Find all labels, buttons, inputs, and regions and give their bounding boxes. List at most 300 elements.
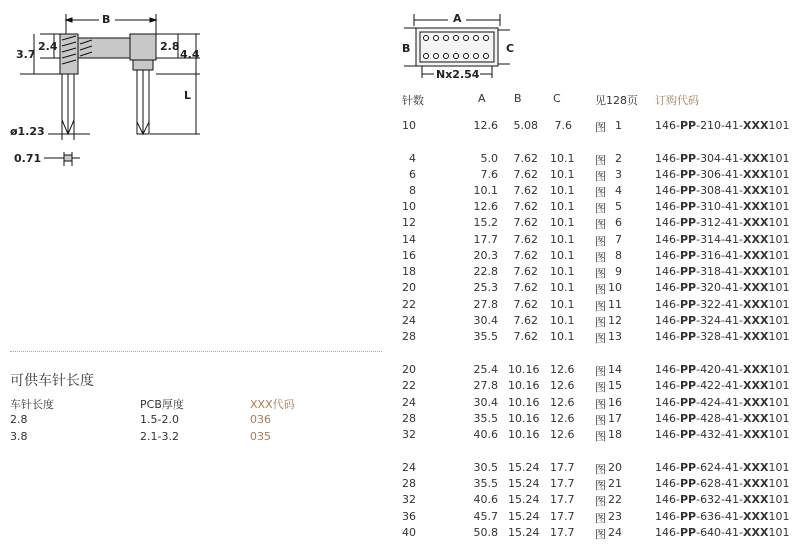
order-code-part: PP — [679, 233, 697, 246]
order-code-part: 146- — [655, 168, 680, 181]
order-code-part: 146- — [655, 119, 680, 132]
cell-c: 10.1 — [550, 314, 575, 327]
cell-b: 7.62 — [513, 298, 538, 311]
cell-a: 20.3 — [473, 249, 498, 262]
cell-c: 17.7 — [550, 493, 575, 506]
header-a: A — [478, 92, 486, 105]
header-order-code: 订购代码 — [655, 94, 699, 107]
order-code-part: -432-41- — [696, 428, 743, 441]
order-code-part: 101 — [768, 249, 790, 262]
table-row — [400, 249, 800, 265]
cell-c: 12.6 — [550, 379, 575, 392]
order-code-part: XXX — [743, 412, 769, 425]
cell-a: 35.5 — [473, 330, 498, 343]
cell-b: 10.16 — [508, 396, 540, 409]
cell-fig-prefix: 图 — [595, 398, 606, 411]
order-code-part: XXX — [743, 526, 769, 539]
cell-fig-number: 11 — [608, 298, 622, 311]
order-code-part: -328-41- — [696, 330, 743, 343]
cell-c: 17.7 — [550, 510, 575, 523]
cell-fig-prefix: 图 — [595, 283, 606, 296]
cell-b: 7.62 — [513, 249, 538, 262]
order-code-part: 146- — [655, 152, 680, 165]
order-code-part: XXX — [743, 314, 769, 327]
cell-a: 27.8 — [473, 379, 498, 392]
cell-fig-number: 2 — [615, 152, 622, 165]
cell-b: 7.62 — [513, 330, 538, 343]
cell-b: 7.62 — [513, 265, 538, 278]
order-code-part: XXX — [743, 216, 769, 229]
order-code-part: XXX — [743, 510, 769, 523]
order-code-part: 101 — [768, 379, 790, 392]
order-code-part: 101 — [768, 493, 790, 506]
cell-c: 10.1 — [550, 330, 575, 343]
order-code-part: 101 — [768, 526, 790, 539]
side-dim-0-71-label: 0.71 — [14, 152, 42, 165]
table-row — [400, 298, 800, 314]
cell-fig-prefix: 图 — [595, 332, 606, 345]
order-code-part: 101 — [768, 477, 790, 490]
order-code-part: XXX — [743, 363, 769, 376]
table-row — [400, 510, 800, 526]
order-code-part: PP — [679, 152, 697, 165]
cell-fig-prefix: 图 — [595, 365, 606, 378]
side-dim-b-label: B — [102, 13, 111, 26]
cell-pins: 36 — [402, 510, 416, 523]
order-code-part: 101 — [768, 265, 790, 278]
cell-b: 10.16 — [508, 363, 540, 376]
cell-b: 7.62 — [513, 152, 538, 165]
order-code-part: 101 — [768, 330, 790, 343]
order-code-part: 146- — [655, 281, 680, 294]
order-code-part: -424-41- — [696, 396, 743, 409]
cell-fig-prefix: 图 — [595, 186, 606, 199]
side-dim-2-4-label: 2.4 — [38, 40, 58, 53]
cell-a: 30.4 — [473, 314, 498, 327]
table-row — [400, 412, 800, 428]
cell-fig-number: 23 — [608, 510, 622, 523]
order-code-part: -640-41- — [696, 526, 743, 539]
table-row — [400, 119, 800, 135]
cell-pins: 12 — [402, 216, 416, 229]
cell-pins: 14 — [402, 233, 416, 246]
cell-fig-number: 13 — [608, 330, 622, 343]
cell-pins: 18 — [402, 265, 416, 278]
cell-b: 10.16 — [508, 428, 540, 441]
cell-order-code — [655, 184, 789, 197]
cell-c: 10.1 — [550, 216, 575, 229]
cell-a: 35.5 — [473, 477, 498, 490]
cell-c: 17.7 — [550, 461, 575, 474]
cell-fig-prefix: 图 — [595, 512, 606, 525]
cell-fig-prefix: 图 — [595, 495, 606, 508]
cell-order-code — [655, 249, 789, 262]
order-code-part: PP — [679, 265, 697, 278]
order-code-part: 146- — [655, 412, 680, 425]
order-code-part: PP — [679, 493, 697, 506]
table-row — [400, 396, 800, 412]
table-row — [400, 265, 800, 281]
cell-fig-prefix: 图 — [595, 170, 606, 183]
pin-length-row-0-length: 2.8 — [10, 413, 28, 426]
order-code-part: -422-41- — [696, 379, 743, 392]
cell-fig-number: 5 — [615, 200, 622, 213]
order-code-part: 101 — [768, 298, 790, 311]
order-code-part: 146- — [655, 330, 680, 343]
table-row — [400, 216, 800, 232]
order-code-part: XXX — [743, 396, 769, 409]
cell-a: 15.2 — [473, 216, 498, 229]
order-code-part: 146- — [655, 314, 680, 327]
order-code-part: 146- — [655, 428, 680, 441]
cell-b: 7.62 — [513, 281, 538, 294]
order-code-part: XXX — [743, 428, 769, 441]
order-code-part: -310-41- — [696, 200, 743, 213]
cell-fig-number: 18 — [608, 428, 622, 441]
cell-a: 12.6 — [473, 119, 498, 132]
cell-pins: 4 — [409, 152, 416, 165]
cell-b: 15.24 — [508, 493, 540, 506]
cell-fig-prefix: 图 — [595, 316, 606, 329]
cell-c: 10.1 — [550, 249, 575, 262]
order-code-part: 146- — [655, 249, 680, 262]
order-code-part: PP — [679, 363, 697, 376]
cell-fig-prefix: 图 — [595, 121, 606, 134]
table-row — [400, 526, 800, 542]
order-code-part: -628-41- — [696, 477, 743, 490]
table-row — [400, 233, 800, 249]
cell-c: 12.6 — [550, 396, 575, 409]
cell-b: 10.16 — [508, 412, 540, 425]
cell-a: 40.6 — [473, 428, 498, 441]
side-view-drawing — [0, 0, 220, 190]
cell-c: 10.1 — [550, 152, 575, 165]
cell-b: 5.08 — [513, 119, 538, 132]
cell-a: 35.5 — [473, 412, 498, 425]
order-code-part: XXX — [743, 493, 769, 506]
cell-pins: 22 — [402, 379, 416, 392]
side-dim-dia-label: ø1.23 — [10, 125, 45, 138]
order-code-part: 146- — [655, 233, 680, 246]
order-code-part: PP — [679, 379, 697, 392]
table-row — [400, 200, 800, 216]
table-row — [400, 461, 800, 477]
cell-b: 7.62 — [513, 233, 538, 246]
cell-b: 7.62 — [513, 200, 538, 213]
cell-c: 10.1 — [550, 281, 575, 294]
cell-order-code — [655, 216, 789, 229]
order-code-part: XXX — [743, 249, 769, 262]
order-code-part: PP — [679, 249, 697, 262]
cell-pins: 40 — [402, 526, 416, 539]
pin-length-row-1-pcb: 2.1-3.2 — [140, 430, 179, 443]
pin-length-header-code: XXX代码 — [250, 398, 295, 411]
table-row — [400, 152, 800, 168]
cell-fig-number: 7 — [615, 233, 622, 246]
cell-fig-prefix: 图 — [595, 479, 606, 492]
cell-b: 15.24 — [508, 461, 540, 474]
order-code-part: 146- — [655, 216, 680, 229]
order-code-part: XXX — [743, 200, 769, 213]
table-row — [400, 330, 800, 346]
cell-pins: 6 — [409, 168, 416, 181]
cell-a: 25.4 — [473, 363, 498, 376]
cell-fig-number: 9 — [615, 265, 622, 278]
order-code-part: PP — [679, 119, 697, 132]
cell-pins: 24 — [402, 314, 416, 327]
cell-b: 7.62 — [513, 216, 538, 229]
cell-c: 12.6 — [550, 412, 575, 425]
cell-pins: 28 — [402, 330, 416, 343]
top-dim-b-label: B — [402, 42, 411, 55]
order-code-part: PP — [679, 184, 697, 197]
cell-c: 12.6 — [550, 363, 575, 376]
order-code-part: 101 — [768, 152, 790, 165]
order-code-part: PP — [679, 461, 697, 474]
cell-fig-prefix: 图 — [595, 430, 606, 443]
cell-order-code — [655, 477, 789, 490]
header-c: C — [553, 92, 561, 105]
order-code-part: 101 — [768, 510, 790, 523]
cell-fig-prefix: 图 — [595, 154, 606, 167]
order-code-part: 101 — [768, 281, 790, 294]
order-code-part: 101 — [768, 363, 790, 376]
order-code-part: -428-41- — [696, 412, 743, 425]
cell-order-code — [655, 200, 789, 213]
order-code-part: 146- — [655, 526, 680, 539]
side-dim-3-7-label: 3.7 — [16, 48, 36, 61]
top-dim-a-label: A — [453, 12, 462, 25]
header-see-page: 见128页 — [595, 94, 638, 107]
cell-pins: 10 — [402, 200, 416, 213]
cell-c: 17.7 — [550, 526, 575, 539]
order-code-part: -308-41- — [696, 184, 743, 197]
cell-fig-prefix: 图 — [595, 414, 606, 427]
cell-a: 30.5 — [473, 461, 498, 474]
cell-order-code — [655, 119, 789, 132]
order-code-part: -306-41- — [696, 168, 743, 181]
order-code-part: -304-41- — [696, 152, 743, 165]
pin-length-row-0-pcb: 1.5-2.0 — [140, 413, 179, 426]
cell-fig-number: 20 — [608, 461, 622, 474]
cell-fig-number: 17 — [608, 412, 622, 425]
cell-c: 10.1 — [550, 298, 575, 311]
order-code-part: PP — [679, 314, 697, 327]
pin-length-header-pcb: PCB厚度 — [140, 398, 184, 411]
table-row — [400, 493, 800, 509]
cell-fig-number: 15 — [608, 379, 622, 392]
order-code-part: 146- — [655, 200, 680, 213]
cell-order-code — [655, 330, 789, 343]
order-code-part: 146- — [655, 477, 680, 490]
cell-a: 7.6 — [480, 168, 498, 181]
header-b: B — [514, 92, 522, 105]
order-code-part: 146- — [655, 396, 680, 409]
order-code-part: XXX — [743, 265, 769, 278]
order-code-part: -420-41- — [696, 363, 743, 376]
order-code-part: 101 — [768, 119, 790, 132]
cell-fig-number: 12 — [608, 314, 622, 327]
cell-fig-prefix: 图 — [595, 235, 606, 248]
order-code-part: XXX — [743, 233, 769, 246]
cell-c: 12.6 — [550, 428, 575, 441]
table-row — [400, 379, 800, 395]
cell-pins: 24 — [402, 396, 416, 409]
cell-b: 7.62 — [513, 168, 538, 181]
cell-pins: 32 — [402, 428, 416, 441]
cell-fig-prefix: 图 — [595, 381, 606, 394]
cell-b: 15.24 — [508, 477, 540, 490]
cell-order-code — [655, 168, 789, 181]
order-code-part: PP — [679, 510, 697, 523]
order-code-part: 101 — [768, 233, 790, 246]
cell-fig-number: 24 — [608, 526, 622, 539]
cell-a: 30.4 — [473, 396, 498, 409]
cell-pins: 24 — [402, 461, 416, 474]
cell-order-code — [655, 233, 789, 246]
cell-pins: 20 — [402, 363, 416, 376]
side-dim-2-8-label: 2.8 — [160, 40, 180, 53]
order-code-part: -316-41- — [696, 249, 743, 262]
cell-fig-number: 10 — [608, 281, 622, 294]
table-row — [400, 363, 800, 379]
cell-a: 27.8 — [473, 298, 498, 311]
cell-order-code — [655, 461, 789, 474]
table-row — [400, 281, 800, 297]
cell-pins: 32 — [402, 493, 416, 506]
cell-order-code — [655, 379, 789, 392]
order-code-part: 146- — [655, 265, 680, 278]
cell-c: 7.6 — [554, 119, 572, 132]
cell-c: 10.1 — [550, 168, 575, 181]
order-code-part: XXX — [743, 184, 769, 197]
order-code-part: PP — [679, 396, 697, 409]
cell-pins: 28 — [402, 412, 416, 425]
order-code-part: 101 — [768, 168, 790, 181]
order-code-part: 146- — [655, 510, 680, 523]
cell-a: 45.7 — [473, 510, 498, 523]
cell-fig-number: 6 — [615, 216, 622, 229]
order-code-part: 146- — [655, 493, 680, 506]
cell-order-code — [655, 152, 789, 165]
order-code-part: 101 — [768, 314, 790, 327]
order-code-part: PP — [679, 412, 697, 425]
order-code-part: 101 — [768, 200, 790, 213]
pin-length-row-1-code: 035 — [250, 430, 271, 443]
cell-pins: 20 — [402, 281, 416, 294]
cell-pins: 10 — [402, 119, 416, 132]
cell-fig-prefix: 图 — [595, 218, 606, 231]
order-code-part: PP — [679, 428, 697, 441]
cell-fig-number: 8 — [615, 249, 622, 262]
cell-b: 10.16 — [508, 379, 540, 392]
cell-pins: 22 — [402, 298, 416, 311]
order-code-part: 101 — [768, 428, 790, 441]
table-row — [400, 477, 800, 493]
cell-pins: 16 — [402, 249, 416, 262]
header-pins: 针数 — [402, 94, 424, 107]
order-code-part: PP — [679, 281, 697, 294]
cell-c: 17.7 — [550, 477, 575, 490]
cell-b: 7.62 — [513, 184, 538, 197]
order-code-part: 101 — [768, 461, 790, 474]
order-code-part: -210-41- — [696, 119, 743, 132]
order-code-part: -320-41- — [696, 281, 743, 294]
order-code-part: 146- — [655, 184, 680, 197]
cell-a: 10.1 — [473, 184, 498, 197]
order-code-part: XXX — [743, 298, 769, 311]
table-row — [400, 168, 800, 184]
table-row — [400, 428, 800, 444]
order-code-part: -324-41- — [696, 314, 743, 327]
table-row — [400, 314, 800, 330]
cell-b: 7.62 — [513, 314, 538, 327]
side-dim-l-label: L — [184, 89, 192, 102]
pin-length-header-length: 车针长度 — [10, 398, 54, 411]
cell-order-code — [655, 265, 789, 278]
order-code-part: PP — [679, 216, 697, 229]
cell-order-code — [655, 396, 789, 409]
section-divider — [10, 351, 382, 352]
order-code-part: 101 — [768, 396, 790, 409]
cell-c: 10.1 — [550, 184, 575, 197]
order-code-part: 146- — [655, 298, 680, 311]
cell-a: 17.7 — [473, 233, 498, 246]
order-code-part: -312-41- — [696, 216, 743, 229]
order-code-part: PP — [679, 477, 697, 490]
pin-length-row-0-code: 036 — [250, 413, 271, 426]
cell-fig-number: 22 — [608, 493, 622, 506]
table-row — [400, 184, 800, 200]
cell-fig-number: 1 — [615, 119, 622, 132]
order-code-part: 146- — [655, 461, 680, 474]
cell-a: 22.8 — [473, 265, 498, 278]
cell-order-code — [655, 363, 789, 376]
cell-fig-number: 4 — [615, 184, 622, 197]
order-code-part: XXX — [743, 119, 769, 132]
cell-c: 10.1 — [550, 233, 575, 246]
cell-pins: 8 — [409, 184, 416, 197]
order-code-part: PP — [679, 298, 697, 311]
cell-order-code — [655, 526, 789, 539]
cell-a: 25.3 — [473, 281, 498, 294]
order-code-part: 146- — [655, 379, 680, 392]
cell-order-code — [655, 493, 789, 506]
order-code-part: XXX — [743, 477, 769, 490]
order-code-part: -314-41- — [696, 233, 743, 246]
order-code-part: XXX — [743, 461, 769, 474]
cell-c: 10.1 — [550, 265, 575, 278]
cell-b: 15.24 — [508, 510, 540, 523]
cell-fig-prefix: 图 — [595, 300, 606, 313]
order-code-part: -322-41- — [696, 298, 743, 311]
order-code-part: XXX — [743, 330, 769, 343]
cell-fig-prefix: 图 — [595, 251, 606, 264]
order-code-part: 101 — [768, 412, 790, 425]
cell-fig-number: 16 — [608, 396, 622, 409]
cell-a: 50.8 — [473, 526, 498, 539]
cell-c: 10.1 — [550, 200, 575, 213]
cell-a: 40.6 — [473, 493, 498, 506]
cell-fig-number: 14 — [608, 363, 622, 376]
cell-fig-prefix: 图 — [595, 202, 606, 215]
cell-pins: 28 — [402, 477, 416, 490]
cell-fig-number: 21 — [608, 477, 622, 490]
top-dim-pitch-label: Nx2.54 — [436, 68, 480, 81]
cell-order-code — [655, 298, 789, 311]
order-code-part: XXX — [743, 379, 769, 392]
cell-fig-prefix: 图 — [595, 463, 606, 476]
